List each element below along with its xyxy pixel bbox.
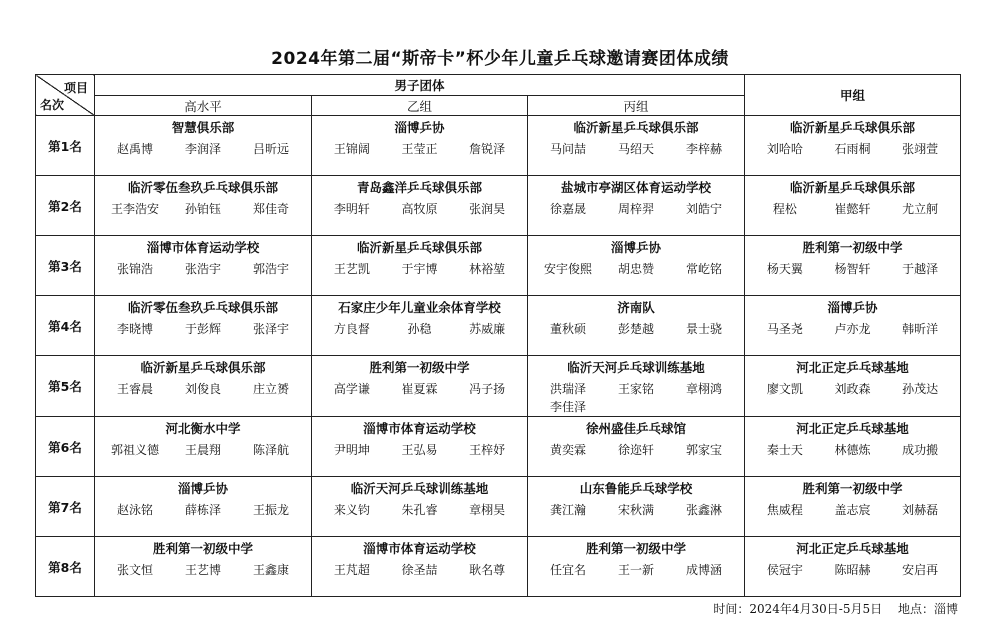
team-name: 临沂新星乒乓球俱乐部: [140, 360, 266, 375]
player-name: 李梓赫: [685, 142, 722, 156]
player-name: 刘政森: [834, 382, 871, 396]
team-name: 临沂零伍叁玖乒乓球俱乐部: [127, 300, 278, 315]
player-name: 郑佳奇: [252, 202, 289, 216]
player-name: 洪瑞泽: [549, 382, 586, 396]
rank-cell: 第7名: [36, 477, 95, 537]
player-name: 马绍天: [617, 142, 654, 156]
player-name: 吕昕远: [252, 142, 289, 156]
table-row: [36, 477, 961, 537]
player-name: 胡忠赞: [617, 262, 654, 276]
place-label: 地点：: [897, 602, 934, 616]
team-name: 青岛鑫洋乒乓球俱乐部: [356, 180, 482, 195]
player-name: 马圣尧: [766, 322, 803, 336]
result-cell: [528, 176, 745, 236]
boys-team-header: 男子团体: [95, 75, 745, 96]
table-row: [36, 116, 961, 176]
player-list: [95, 380, 311, 398]
result-cell: [745, 296, 961, 356]
result-cell: [95, 537, 312, 597]
player-name: 王梓妤: [469, 443, 506, 457]
result-cell: [312, 296, 528, 356]
player-name: 彭楚越: [617, 322, 654, 336]
player-name: 成博涵: [685, 563, 722, 577]
player-name: 庄立赟: [252, 382, 289, 396]
player-name: 王弘易: [401, 443, 438, 457]
player-name: 王晨翔: [184, 443, 221, 457]
team-name: 盐城市亭湖区体育运动学校: [561, 180, 712, 195]
player-name: 杨天翼: [766, 262, 803, 276]
result-cell: [312, 116, 528, 176]
player-name: 龚江瀚: [549, 503, 586, 517]
rank-cell: 第2名: [36, 176, 95, 236]
time-label: 时间：: [713, 602, 750, 616]
result-cell: [312, 176, 528, 236]
result-cell: [528, 236, 745, 296]
time-value: 2024年4月30日-5月5日: [749, 602, 883, 616]
player-list: [528, 260, 744, 278]
player-list: [528, 380, 744, 416]
player-name: 常屹铭: [685, 262, 722, 276]
table-row: [36, 236, 961, 296]
rank-cell: 第4名: [36, 296, 95, 356]
player-name: 赵泳铭: [116, 503, 153, 517]
result-cell: [528, 477, 745, 537]
group-header-bing: 丙组: [528, 96, 745, 116]
player-name: 苏威廉: [469, 322, 506, 336]
player-name: 刘皓宁: [685, 202, 722, 216]
team-name: 河北正定乒乓球基地: [796, 421, 909, 436]
player-name: 林裕堃: [469, 262, 506, 276]
result-cell: [95, 116, 312, 176]
player-name: 廖文凯: [766, 382, 803, 396]
player-name: 来义钧: [333, 503, 370, 517]
rank-cell: 第1名: [36, 116, 95, 176]
player-name: 秦士天: [766, 443, 803, 457]
player-name: 安宇俊熙: [543, 262, 592, 276]
player-name: 杨智轩: [834, 262, 871, 276]
team-name: 临沂天河乒乓球训练基地: [567, 360, 705, 375]
team-name: 临沂新星乒乓球俱乐部: [356, 240, 482, 255]
player-name: 王一新: [617, 563, 654, 577]
team-name: 山东鲁能乒乓球学校: [579, 481, 693, 496]
player-name: 董秋硕: [549, 322, 586, 336]
jia-group-header: 甲组: [745, 75, 961, 116]
result-cell: [745, 537, 961, 597]
player-list: [745, 260, 960, 278]
player-list: [745, 441, 960, 459]
team-name: 临沂新星乒乓球俱乐部: [573, 120, 699, 135]
rank-label: 名次: [40, 98, 65, 112]
player-list: [528, 441, 744, 459]
player-name: 王莹正: [401, 142, 438, 156]
result-cell: [528, 296, 745, 356]
player-list: [312, 200, 527, 218]
team-name: 淄博乒协: [394, 120, 445, 135]
player-name: 高牧原: [401, 202, 438, 216]
player-name: 朱孔睿: [401, 503, 438, 517]
player-name: 韩昕洋: [902, 322, 939, 336]
player-name: 郭浩宇: [252, 262, 289, 276]
result-cell: [528, 417, 745, 477]
team-name: 胜利第一初级中学: [802, 481, 903, 496]
result-cell: [745, 236, 961, 296]
player-name: 陈昭赫: [834, 563, 871, 577]
player-name: 侯冠宇: [766, 563, 803, 577]
player-list: [312, 501, 527, 519]
player-name: 章栩鸿: [685, 382, 722, 396]
player-name: 王芃超: [333, 563, 370, 577]
player-name: 尹明坤: [333, 443, 370, 457]
player-list: [745, 320, 960, 338]
player-name: 宋秋满: [617, 503, 654, 517]
result-cell: [745, 176, 961, 236]
player-name: 王艺凯: [333, 262, 370, 276]
player-name: 成功搬: [902, 443, 939, 457]
result-cell: [312, 477, 528, 537]
player-name: 刘赫磊: [902, 503, 939, 517]
team-name: 临沂零伍叁玖乒乓球俱乐部: [127, 180, 278, 195]
player-name: 盖志宸: [834, 503, 871, 517]
player-name: 方良督: [333, 322, 370, 336]
player-name: 焦威程: [766, 503, 803, 517]
player-list: [95, 140, 311, 158]
player-name: 卢亦龙: [834, 322, 871, 336]
team-name: 淄博市体育运动学校: [363, 421, 476, 436]
player-name: 徐嘉晟: [549, 202, 586, 216]
team-name: 石家庄少年儿童业余体育学校: [338, 300, 501, 315]
team-name: 临沂新星乒乓球俱乐部: [790, 120, 916, 135]
result-cell: [745, 356, 961, 417]
player-name: 高学谦: [333, 382, 370, 396]
player-list: [95, 441, 311, 459]
player-name: 王家铭: [617, 382, 654, 396]
player-name: 郭家宝: [685, 443, 722, 457]
result-cell: [528, 356, 745, 417]
player-name: 黄奕霖: [549, 443, 586, 457]
rank-cell: 第3名: [36, 236, 95, 296]
result-cell: [95, 236, 312, 296]
player-list: [312, 260, 527, 278]
player-name: 李晓博: [116, 322, 153, 336]
player-name: 李明轩: [333, 202, 370, 216]
player-list: [312, 320, 527, 338]
table-row: [36, 356, 961, 417]
player-name: 林德炼: [834, 443, 871, 457]
player-name: 石雨桐: [834, 142, 871, 156]
player-name: 安启再: [902, 563, 939, 577]
rank-cell: 第6名: [36, 417, 95, 477]
player-name: 景士骁: [685, 322, 722, 336]
player-list: [95, 260, 311, 278]
team-name: 胜利第一初级中学: [152, 541, 253, 556]
team-name: 河北正定乒乓球基地: [796, 360, 909, 375]
player-name: 冯子扬: [469, 382, 506, 396]
results-table: [35, 74, 961, 597]
team-name: 淄博乒协: [611, 240, 662, 255]
team-name: 河北衡水中学: [165, 421, 241, 436]
result-cell: [528, 537, 745, 597]
player-name: 孙稳: [407, 322, 432, 336]
player-name: 尤立舸: [902, 202, 939, 216]
player-list: [312, 140, 527, 158]
result-cell: [95, 477, 312, 537]
team-name: 河北正定乒乓球基地: [796, 541, 909, 556]
player-name: 詹锐泽: [469, 142, 506, 156]
team-name: 智慧俱乐部: [171, 120, 235, 135]
player-name: 张文恒: [116, 563, 153, 577]
result-cell: [312, 537, 528, 597]
place-value: 淄博: [933, 602, 958, 616]
team-name: 胜利第一初级中学: [369, 360, 470, 375]
player-name: 程松: [772, 202, 797, 216]
team-name: 临沂新星乒乓球俱乐部: [790, 180, 916, 195]
player-name: 张润昊: [469, 202, 506, 216]
player-name: 崔夏霖: [401, 382, 438, 396]
group-header-high: 高水平: [95, 96, 312, 116]
player-list: [95, 561, 311, 579]
result-cell: [95, 356, 312, 417]
table-row: [36, 417, 961, 477]
player-list: [95, 200, 311, 218]
item-label: 项目: [63, 81, 88, 95]
player-name: 王锦阔: [333, 142, 370, 156]
player-name: 李润泽: [184, 142, 221, 156]
player-name: 张浩宇: [184, 262, 221, 276]
team-name: 济南队: [617, 300, 655, 315]
result-cell: [745, 477, 961, 537]
player-name: 章栩昊: [469, 503, 506, 517]
player-name: 郭祖义德: [110, 443, 159, 457]
result-cell: [95, 176, 312, 236]
page-title: 2024年第二届“斯帝卡”杯少年儿童乒乓球邀请赛团体成绩: [271, 49, 729, 69]
rank-cell: 第8名: [36, 537, 95, 597]
table-row: [36, 537, 961, 597]
player-name: 赵禹博: [116, 142, 153, 156]
player-name: 张翊萱: [902, 142, 939, 156]
player-list: [95, 320, 311, 338]
player-name: 刘俊良: [184, 382, 221, 396]
player-name: 王李浩安: [110, 202, 159, 216]
result-cell: [745, 116, 961, 176]
player-list: [745, 380, 960, 398]
player-name: 刘哈哈: [766, 142, 803, 156]
player-name: 于宇博: [401, 262, 438, 276]
player-name: 张鑫淋: [685, 503, 722, 517]
player-list: [312, 441, 527, 459]
team-name: 淄博乒协: [827, 300, 878, 315]
result-cell: [312, 356, 528, 417]
team-name: 徐州盛佳乒乓球馆: [586, 421, 687, 436]
result-cell: [745, 417, 961, 477]
player-list: [312, 380, 527, 398]
player-name: 王睿晨: [116, 382, 153, 396]
player-list: [312, 561, 527, 579]
player-list: [745, 561, 960, 579]
player-name: 王鑫康: [252, 563, 289, 577]
team-name: 淄博市体育运动学校: [146, 240, 260, 255]
player-list: [528, 501, 744, 519]
player-name: 孙铂钰: [184, 202, 221, 216]
result-cell: [528, 116, 745, 176]
corner-header: [36, 75, 95, 116]
player-name: 王艺博: [184, 563, 221, 577]
player-name: 于彭辉: [184, 322, 221, 336]
player-list: [745, 501, 960, 519]
player-list: [745, 200, 960, 218]
player-name: 徐圣喆: [401, 563, 438, 577]
table-row: [36, 176, 961, 236]
rank-cell: 第5名: [36, 356, 95, 417]
team-name: 临沂天河乒乓球训练基地: [350, 481, 489, 496]
player-list: [528, 320, 744, 338]
player-list: [528, 200, 744, 218]
player-name: 薛栋泽: [184, 503, 221, 517]
player-list: [528, 140, 744, 158]
player-name: 耿名尊: [469, 563, 506, 577]
player-name: 崔懿轩: [834, 202, 871, 216]
result-cell: [312, 236, 528, 296]
table-row: [36, 296, 961, 356]
player-name: 陈泽航: [252, 443, 289, 457]
result-cell: [312, 417, 528, 477]
player-name: 李佳泽: [549, 400, 586, 414]
team-name: 胜利第一初级中学: [802, 240, 903, 255]
player-name: 周梓羿: [617, 202, 654, 216]
player-name: 张泽宇: [252, 322, 289, 336]
player-name: 于越泽: [902, 262, 939, 276]
player-name: 张锦浩: [116, 262, 153, 276]
team-name: 胜利第一初级中学: [586, 541, 687, 556]
team-name: 淄博乒协: [177, 481, 228, 496]
player-name: 孙茂达: [902, 382, 939, 396]
player-name: 王振龙: [252, 503, 289, 517]
result-cell: [95, 417, 312, 477]
player-list: [745, 140, 960, 158]
group-header-yi: 乙组: [312, 96, 528, 116]
player-list: [95, 501, 311, 519]
player-name: 任宜名: [549, 563, 586, 577]
team-name: 淄博市体育运动学校: [363, 541, 476, 556]
result-cell: [95, 296, 312, 356]
player-name: 马问喆: [549, 142, 586, 156]
player-name: 徐迩轩: [617, 443, 654, 457]
footer-info: [709, 600, 958, 617]
player-list: [528, 561, 744, 579]
